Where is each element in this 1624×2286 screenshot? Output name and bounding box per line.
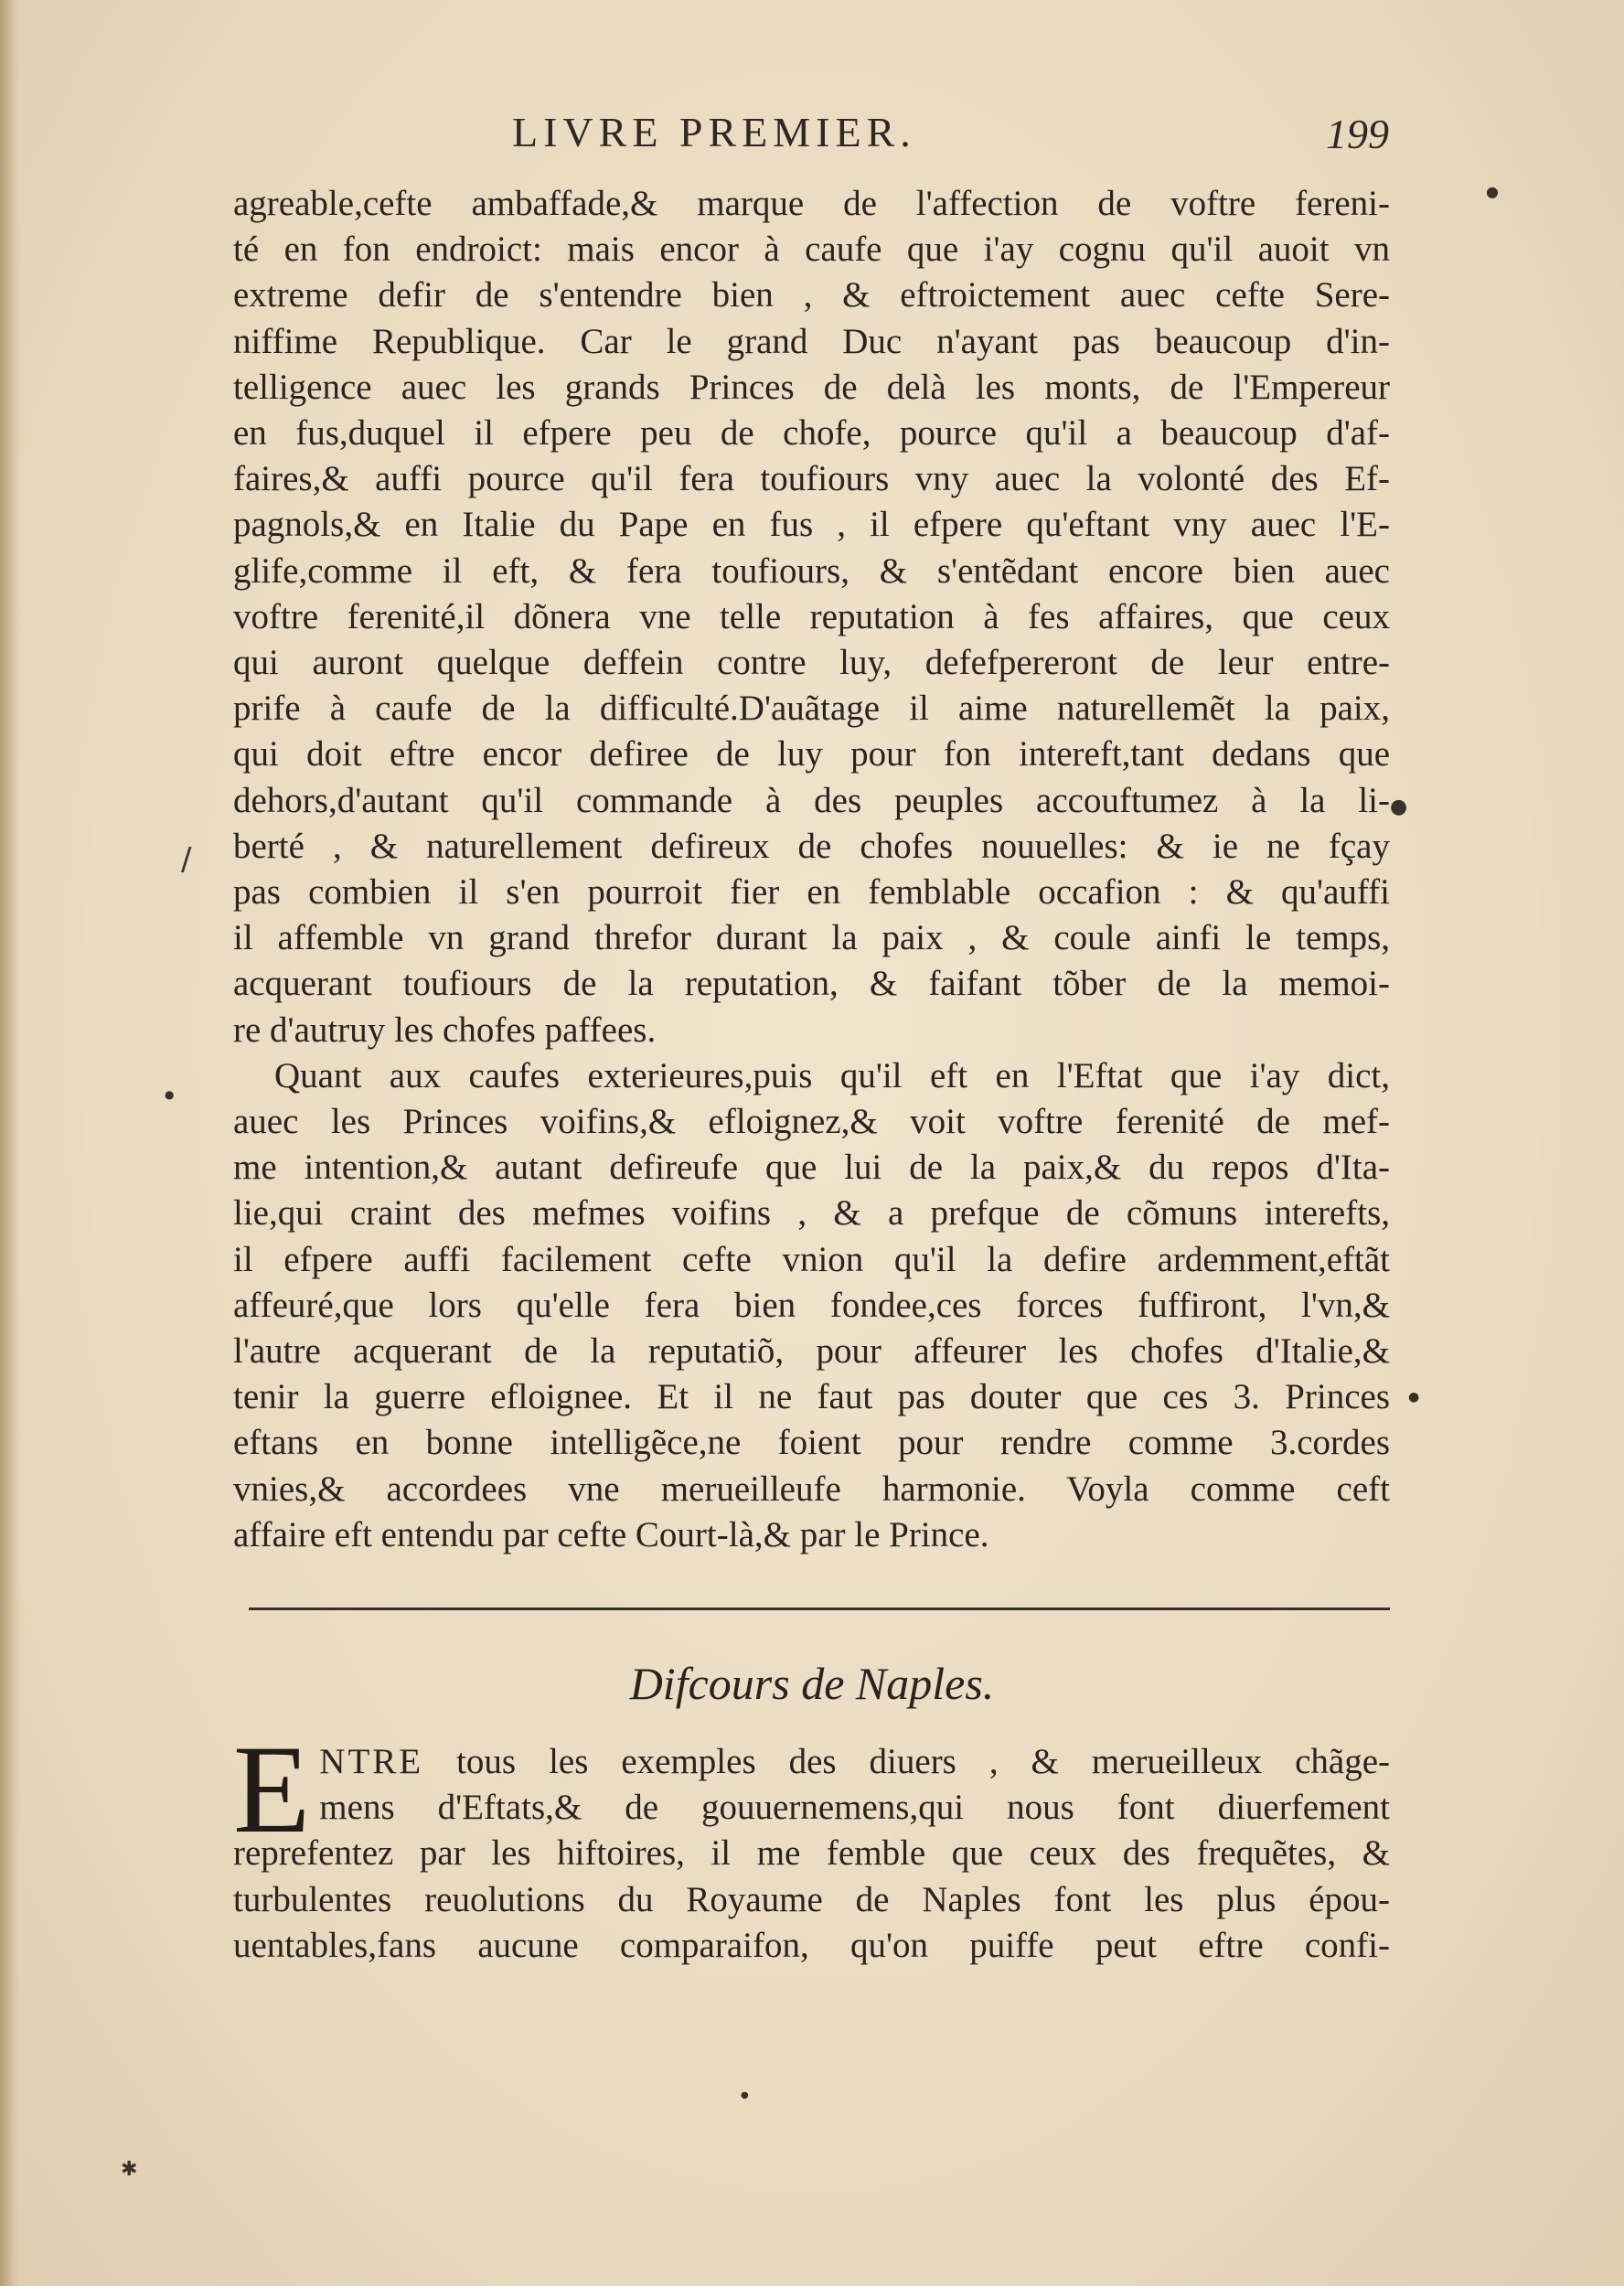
first-line-text: tous les exemples des diuers , & merueilleux chãge- <box>423 1742 1390 1781</box>
text-line: en fus,duquel il efpere peu de chofe, pource qu'il a beaucoup d'af- <box>233 413 1390 454</box>
ink-speck: ● <box>1408 1390 1420 1405</box>
text-line: Quant aux caufes exterieures,puis qu'il eft en l'Eftat que i'ay dict, <box>274 1055 1390 1095</box>
page-number: 199 <box>1326 111 1389 157</box>
text-line: turbulentes reuolutions du Royaume de Naples font les plus épou- <box>233 1879 1390 1919</box>
text-line: reprefentez par les hiftoires, il me femble que ceux des frequẽtes, & <box>233 1833 1390 1874</box>
text-line: voftre ferenité,il dõnera vne telle reputation à fes affaires, que ceux <box>233 596 1390 636</box>
text-line: telligence auec les grands Princes de delà les monts, de l'Empereur <box>233 367 1390 407</box>
text-line: agreable,cefte ambaffade,& marque de l'affection de voftre fereni- <box>233 184 1390 223</box>
ink-speck: ● <box>741 2090 749 2100</box>
ink-speck: ● <box>1486 183 1499 200</box>
opening-word: NTRE <box>319 1742 424 1781</box>
text-line: eftans en bonne intelligẽce,ne foient pour rendre comme 3.cordes <box>233 1423 1390 1463</box>
text-line: pagnols,& en Italie du Pape en fus , il efpere qu'eftant vny auec l'E- <box>233 505 1390 545</box>
text-line: vnies,& accordees vne merueilleufe harmonie. Voyla comme ceft <box>233 1469 1390 1509</box>
drop-cap: E <box>233 1719 311 1859</box>
text-line: lie,qui craint des mefmes voifins , & a prefque de cõmuns interefts, <box>233 1193 1390 1234</box>
ink-dot-mark: ● <box>1390 796 1408 818</box>
text-line: tenir la guerre efloignee. Et il ne faut pas douter que ces 3. Princes <box>233 1377 1390 1417</box>
paragraph-3 <box>233 1719 1390 1969</box>
text-line: té en fon endroict: mais encor à caufe que i'ay cognu qu'il auoit vn <box>233 230 1390 270</box>
margin-slash-mark: / <box>181 841 192 878</box>
text-line: il efpere auffi facilement cefte vnion qu'il la defire ardemment,eftãt <box>233 1239 1390 1279</box>
text-line: affaire eft entendu par cefte Court-là,& par le Prince. <box>233 1514 989 1554</box>
paragraph-2 <box>233 1053 1390 1558</box>
text-line: me intention,& autant defireufe que lui de la paix,& du repos d'Ita- <box>233 1148 1390 1188</box>
binding-edge <box>0 0 20 2286</box>
ink-speck: ✱ <box>121 2158 138 2181</box>
text-line: glife,comme il eft, & fera toufiours, & s'entẽdant encore bien auec <box>233 550 1390 591</box>
text-line: affeuré,que lors qu'elle fera bien fondee,ces forces fuffiront, l'vn,& <box>233 1285 1390 1325</box>
text-line: uentables,fans aucune comparaifon, qu'on puiffe peut eftre confi- <box>233 1925 1390 1965</box>
text-line: qui auront quelque deffein contre luy, defefpereront de leur entre- <box>233 643 1390 683</box>
section-title: Difcours de Naples. <box>629 1658 995 1709</box>
text-line: niffime Republique. Car le grand Duc n'ayant pas beaucoup d'in- <box>233 321 1390 361</box>
text-line: auec les Princes voifins,& efloignez,& voit voftre ferenité de mef- <box>233 1102 1390 1142</box>
text-line: dehors,d'autant qu'il commande à des peuples accouftumez à la li- <box>233 780 1390 820</box>
text-line: berté , & naturellement defireux de chofes nouuelles: & ie ne fçay <box>233 826 1390 866</box>
text-line: pas combien il s'en pourroit fier en femblable occafion : & qu'auffi <box>233 872 1390 913</box>
section-divider <box>249 1608 1390 1610</box>
running-head: LIVRE PREMIER. <box>512 109 916 155</box>
paragraph-1 <box>233 181 1390 1053</box>
text-line <box>233 1739 1390 1785</box>
text-line: re d'autruy les chofes paffees. <box>233 1009 657 1050</box>
text-line: acquerant toufiours de la reputation, & faifant tõber de la memoi- <box>233 964 1390 1004</box>
text-line: prife à caufe de la difficulté.D'auãtage il aime naturellemẽt la paix, <box>233 689 1390 729</box>
text-line: l'autre acquerant de la reputatiõ, pour affeurer les chofes d'Italie,& <box>233 1331 1390 1372</box>
text-line: il affemble vn grand threfor durant la paix , & coule ainfi le temps, <box>233 918 1390 958</box>
ink-speck: ● <box>165 1088 175 1101</box>
text-line: faires,& auffi pource qu'il fera toufiours vny auec la volonté des Ef- <box>233 459 1390 499</box>
body-text <box>233 181 1390 1558</box>
text-line: mens d'Eftats,& de gouuernemens,qui nous font diuerfement <box>319 1788 1390 1828</box>
text-line: qui doit eftre encor defiree de luy pour fon intereft,tant dedans que <box>233 734 1390 774</box>
text-line: extreme defir de s'entendre bien , & eftroictement auec cefte Sere- <box>233 275 1390 315</box>
